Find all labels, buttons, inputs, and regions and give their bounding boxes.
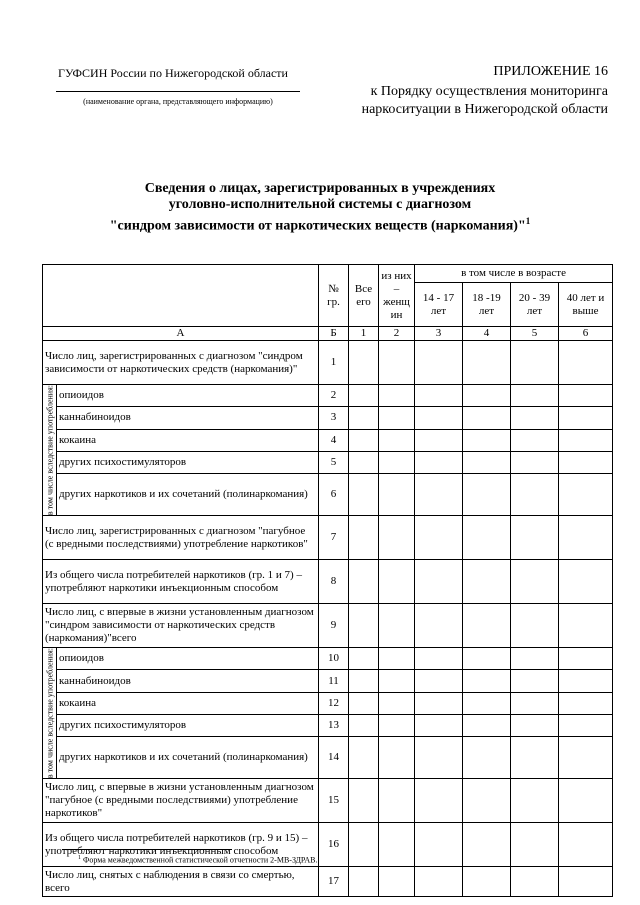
data-cell[interactable] [415, 715, 463, 737]
data-cell[interactable] [379, 341, 415, 385]
table-row [43, 451, 613, 473]
data-cell[interactable] [559, 823, 613, 867]
data-cell[interactable] [415, 516, 463, 560]
data-cell[interactable] [463, 474, 511, 516]
code-5: 5 [511, 327, 559, 341]
data-cell[interactable] [349, 474, 379, 516]
data-cell[interactable] [379, 451, 415, 473]
data-cell[interactable] [349, 692, 379, 714]
data-cell[interactable] [379, 692, 415, 714]
table-row [43, 429, 613, 451]
title-line3 [100, 213, 540, 235]
table-row [43, 867, 613, 897]
row-label: Число лиц, снятых с наблюдения в связи со смертью, всего [43, 867, 319, 897]
data-cell[interactable] [349, 341, 379, 385]
data-cell[interactable] [559, 648, 613, 670]
data-cell[interactable] [511, 560, 559, 604]
data-cell[interactable] [379, 779, 415, 823]
data-cell[interactable] [349, 737, 379, 779]
data-cell[interactable] [415, 670, 463, 692]
code-4: 4 [463, 327, 511, 341]
row-number: 3 [319, 407, 349, 429]
data-cell[interactable] [415, 692, 463, 714]
data-cell[interactable] [379, 385, 415, 407]
table-row [43, 779, 613, 823]
footnote-text: Форма межведомственной статистической отчетности 2-МВ-ЗДРАВ. [81, 855, 318, 865]
data-cell[interactable] [463, 715, 511, 737]
data-cell[interactable] [463, 604, 511, 648]
header-age-group: в том числе в возрасте [415, 265, 613, 283]
data-cell[interactable] [511, 341, 559, 385]
data-cell[interactable] [511, 779, 559, 823]
data-cell[interactable] [379, 604, 415, 648]
data-cell[interactable] [559, 341, 613, 385]
data-cell[interactable] [463, 648, 511, 670]
header-total: Все его [349, 265, 379, 327]
side-label: в том числе вследствие употребления: [43, 648, 57, 779]
data-cell[interactable] [463, 670, 511, 692]
row-label: Число лиц, с впервые в жизни установленным диагнозом "пагубное (с вредными последствиями) употребление наркотиков" [43, 779, 319, 823]
data-cell[interactable] [559, 867, 613, 897]
org-caption: (наименование органа, представляющего информацию) [83, 97, 273, 106]
row-label: каннабиноидов [57, 670, 319, 692]
table-row [43, 560, 613, 604]
data-cell[interactable] [379, 429, 415, 451]
data-cell[interactable] [511, 407, 559, 429]
footnote-separator [62, 849, 232, 850]
data-cell[interactable] [415, 451, 463, 473]
data-cell[interactable] [349, 560, 379, 604]
data-cell[interactable] [463, 341, 511, 385]
data-cell[interactable] [415, 407, 463, 429]
row-label: Из общего числа потребителей наркотиков (гр. 9 и 15) – употребляют наркотики инъекционным способом [43, 823, 319, 867]
data-cell[interactable] [511, 692, 559, 714]
data-cell[interactable] [511, 737, 559, 779]
footnote [78, 855, 317, 865]
row-number: 9 [319, 604, 349, 648]
row-number: 14 [319, 737, 349, 779]
row-number: 8 [319, 560, 349, 604]
table-row [43, 715, 613, 737]
data-cell[interactable] [349, 867, 379, 897]
code-a: А [43, 327, 319, 341]
row-number: 11 [319, 670, 349, 692]
data-cell[interactable] [379, 474, 415, 516]
row-label: других психостимуляторов [57, 451, 319, 473]
data-cell[interactable] [511, 516, 559, 560]
code-6: 6 [559, 327, 613, 341]
data-cell[interactable] [415, 341, 463, 385]
data-cell[interactable] [559, 516, 613, 560]
data-cell[interactable] [349, 604, 379, 648]
title-line1: Сведения о лицах, зарегистрированных в учреждениях [144, 181, 496, 196]
data-cell[interactable] [559, 779, 613, 823]
data-cell[interactable] [349, 385, 379, 407]
table-row [43, 407, 613, 429]
org-name: ГУФСИН России по Нижегородской области [58, 66, 288, 80]
org-underline [56, 91, 300, 92]
header-women: из них – женщ ин [379, 265, 415, 327]
data-cell[interactable] [415, 385, 463, 407]
data-cell[interactable] [559, 451, 613, 473]
table-row [43, 648, 613, 670]
data-cell[interactable] [415, 429, 463, 451]
table-row [43, 670, 613, 692]
row-label: Из общего числа потребителей наркотиков (гр. 1 и 7) – употребляют наркотики инъекционным способом [43, 560, 319, 604]
data-cell[interactable] [349, 407, 379, 429]
data-cell[interactable] [559, 715, 613, 737]
data-cell[interactable] [349, 429, 379, 451]
data-cell[interactable] [559, 737, 613, 779]
row-label: опиоидов [57, 648, 319, 670]
data-cell[interactable] [415, 604, 463, 648]
table-row [43, 692, 613, 714]
title-line2: уголовно-исполнительной системы с диагнозом [168, 197, 472, 212]
header-age-40-plus: 40 лет и выше [559, 283, 613, 327]
appendix-title: ПРИЛОЖЕНИЕ 16 [493, 64, 608, 79]
header-num: № гр. [319, 265, 349, 327]
row-number: 7 [319, 516, 349, 560]
table-row [43, 604, 613, 648]
data-cell[interactable] [415, 560, 463, 604]
row-number: 16 [319, 823, 349, 867]
data-cell[interactable] [349, 648, 379, 670]
data-cell[interactable] [511, 604, 559, 648]
table-row [43, 474, 613, 516]
data-cell[interactable] [559, 604, 613, 648]
data-cell[interactable] [415, 823, 463, 867]
data-cell[interactable] [511, 867, 559, 897]
row-label: Число лиц, зарегистрированных с диагнозом "синдром зависимости от наркотических средств (наркомания)" [43, 341, 319, 385]
data-cell[interactable] [415, 779, 463, 823]
data-cell[interactable] [511, 451, 559, 473]
footnote-mark: 1 [78, 855, 81, 861]
row-number: 17 [319, 867, 349, 897]
data-cell[interactable] [463, 867, 511, 897]
header-age-20-39: 20 - 39 лет [511, 283, 559, 327]
row-number: 13 [319, 715, 349, 737]
row-label: других наркотиков и их сочетаний (полинаркомания) [57, 737, 319, 779]
data-cell[interactable] [415, 867, 463, 897]
data-cell[interactable] [559, 385, 613, 407]
side-label: в том числе вследствие употребления: [43, 385, 57, 516]
data-cell[interactable] [463, 737, 511, 779]
data-cell[interactable] [349, 670, 379, 692]
data-cell[interactable] [379, 715, 415, 737]
row-number: 15 [319, 779, 349, 823]
table-row [43, 516, 613, 560]
data-cell[interactable] [463, 407, 511, 429]
data-cell[interactable] [463, 451, 511, 473]
table-row [43, 341, 613, 385]
data-cell[interactable] [349, 516, 379, 560]
data-cell[interactable] [349, 823, 379, 867]
data-cell[interactable] [511, 648, 559, 670]
data-cell[interactable] [349, 715, 379, 737]
row-label: Число лиц, зарегистрированных с диагнозом "пагубное (с вредными последствиями) употребление наркотиков" [43, 516, 319, 560]
data-cell[interactable] [463, 560, 511, 604]
data-cell[interactable] [511, 715, 559, 737]
data-cell[interactable] [463, 692, 511, 714]
appendix-line2: к Порядку осуществления мониторинга [370, 84, 608, 99]
row-number: 6 [319, 474, 349, 516]
row-label: каннабиноидов [57, 407, 319, 429]
data-cell[interactable] [511, 474, 559, 516]
header-age-14-17: 14 - 17 лет [415, 283, 463, 327]
data-cell[interactable] [415, 737, 463, 779]
data-cell[interactable] [349, 451, 379, 473]
data-cell[interactable] [559, 560, 613, 604]
document-title [100, 181, 540, 235]
data-cell[interactable] [559, 670, 613, 692]
title-footnote-mark: 1 [525, 216, 531, 226]
data-cell[interactable] [349, 779, 379, 823]
data-cell[interactable] [511, 670, 559, 692]
data-cell[interactable] [559, 407, 613, 429]
row-number: 2 [319, 385, 349, 407]
header-empty [43, 265, 319, 327]
report-table [42, 264, 613, 897]
data-cell[interactable] [379, 670, 415, 692]
data-cell[interactable] [463, 823, 511, 867]
row-number: 1 [319, 341, 349, 385]
data-cell[interactable] [379, 867, 415, 897]
row-number: 12 [319, 692, 349, 714]
row-label: Число лиц, с впервые в жизни установленным диагнозом "синдром зависимости от наркотических средств (наркомания)"всего [43, 604, 319, 648]
code-1: 1 [349, 327, 379, 341]
table-row [43, 385, 613, 407]
data-cell[interactable] [379, 737, 415, 779]
code-2: 2 [379, 327, 415, 341]
appendix-line3: наркоситуации в Нижегородской области [361, 102, 608, 117]
data-cell[interactable] [511, 385, 559, 407]
data-cell[interactable] [379, 823, 415, 867]
data-cell[interactable] [463, 429, 511, 451]
row-number: 4 [319, 429, 349, 451]
row-label: других наркотиков и их сочетаний (полинаркомания) [57, 474, 319, 516]
data-cell[interactable] [511, 429, 559, 451]
row-label: других психостимуляторов [57, 715, 319, 737]
data-cell[interactable] [559, 474, 613, 516]
data-cell[interactable] [379, 516, 415, 560]
row-label: опиоидов [57, 385, 319, 407]
table-row [43, 737, 613, 779]
data-cell[interactable] [511, 823, 559, 867]
code-3: 3 [415, 327, 463, 341]
data-cell[interactable] [559, 692, 613, 714]
data-cell[interactable] [379, 648, 415, 670]
data-cell[interactable] [379, 407, 415, 429]
data-cell[interactable] [463, 385, 511, 407]
row-label: кокаина [57, 692, 319, 714]
title-line3-text: "синдром зависимости от наркотических веществ (наркомания)" [109, 218, 526, 234]
header-age-18-19: 18 -19 лет [463, 283, 511, 327]
row-label: кокаина [57, 429, 319, 451]
data-cell[interactable] [415, 648, 463, 670]
row-number: 5 [319, 451, 349, 473]
data-cell[interactable] [463, 516, 511, 560]
data-cell[interactable] [463, 779, 511, 823]
data-cell[interactable] [559, 429, 613, 451]
code-b: Б [319, 327, 349, 341]
data-cell[interactable] [415, 474, 463, 516]
data-cell[interactable] [379, 560, 415, 604]
row-number: 10 [319, 648, 349, 670]
